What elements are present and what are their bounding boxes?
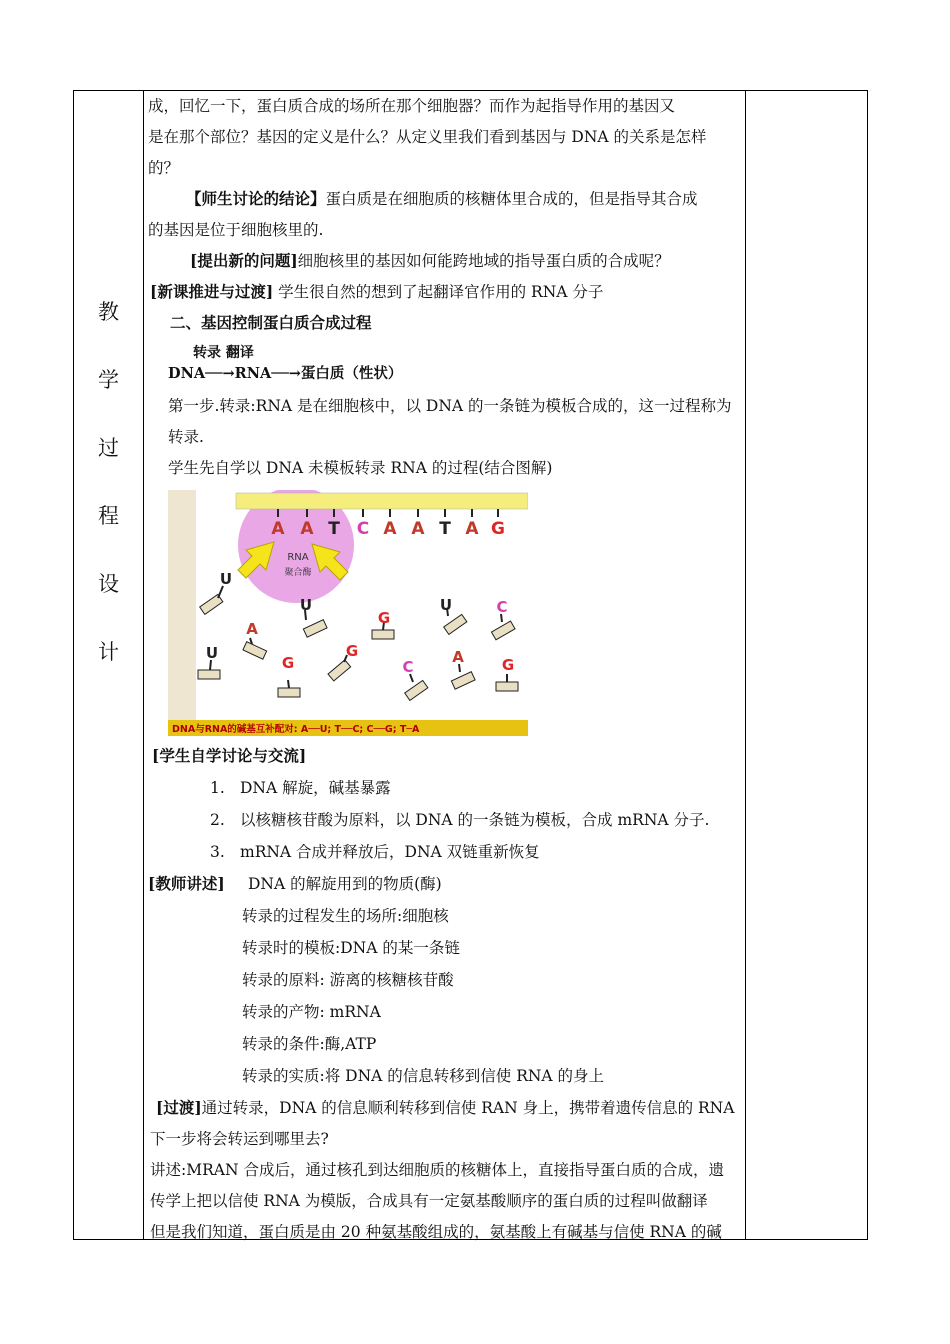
discussion-item — [210, 838, 540, 866]
teacher-item: 转录的实质:将 DNA 的信息转移到信使 RNA 的身上 — [242, 1067, 605, 1085]
item-text: DNA 解旋，碱基暴露 — [240, 779, 391, 797]
transition2-text: 通过转录，DNA 的信息顺利转移到信使 RAN 身上，携带着遗传信息的 RNA — [201, 1099, 735, 1117]
section-heading: 二、基因控制蛋白质合成过程 — [170, 313, 372, 332]
teacher-item: 转录时的模板:DNA 的某一条链 — [242, 939, 460, 957]
item-text: 以核糖核苷酸为原料，以 DNA 的一条链为模板，合成 mRNA 分子. — [240, 811, 710, 829]
dna-base: A — [271, 519, 285, 539]
teacher-item: 转录的原料: 游离的核糖核苷酸 — [242, 971, 454, 989]
discussion-title: [学生自学讨论与交流] — [152, 746, 307, 765]
new-question-text: 细胞核里的基因如何能跨地域的指导蛋白质的合成呢？ — [297, 252, 670, 270]
side-label-char: 学 — [98, 368, 119, 392]
item-text: mRNA 合成并释放后，DNA 双链重新恢复 — [240, 843, 540, 861]
enzyme-label: RNA — [287, 552, 309, 563]
flow-labels: 转录 翻译 — [193, 345, 254, 361]
transition2-label: [过渡] — [156, 1098, 202, 1117]
paragraph-line: 但是我们知道，蛋白质是由 20 种氨基酸组成的，氨基酸上有碱基与信使 RNA 的碱 — [150, 1223, 722, 1241]
paragraph-line: 成，回忆一下，蛋白质合成的场所在那个细胞器？而作为起指导作用的基因又 — [148, 97, 676, 115]
dna-backbone — [236, 493, 528, 509]
nucleotide-base: A — [452, 648, 464, 666]
conclusion-line — [186, 185, 698, 213]
dna-base: T — [328, 519, 340, 539]
nucleotide-base: A — [246, 620, 258, 638]
column-divider-left — [143, 91, 144, 1239]
nucleotide-base: C — [496, 598, 508, 616]
teacher-item: 转录的过程发生的场所:细胞核 — [242, 907, 449, 925]
step1-line: 第一步.转录:RNA 是在细胞核中，以 DNA 的一条链为模板合成的，这一过程称为 — [168, 397, 732, 415]
dna-base: A — [300, 519, 314, 539]
side-label-char: 设 — [98, 572, 119, 596]
dna-base: A — [465, 519, 479, 539]
enzyme-label: 聚合酶 — [284, 568, 312, 578]
dna-base: T — [439, 519, 451, 539]
transition-text: 学生很自然的想到了起翻译官作用的 RNA 分子 — [273, 283, 604, 301]
flow-chain: DNA──→RNA──→蛋白质（性状） — [168, 365, 403, 382]
transition2-line — [156, 1094, 734, 1122]
nucleotide-base: G — [501, 656, 515, 674]
transcription-diagram — [168, 490, 528, 736]
teacher-line — [148, 870, 225, 898]
discussion-item — [210, 774, 391, 802]
side-label-char: 过 — [98, 436, 119, 460]
new-question-label: [提出新的问题] — [190, 251, 298, 270]
side-label-char: 计 — [98, 640, 119, 664]
column-divider-right — [745, 91, 746, 1239]
dna-base: A — [383, 519, 397, 539]
paragraph-line: 的？ — [148, 159, 180, 177]
paragraph-line: 的基因是位于细胞核里的. — [148, 221, 324, 239]
nucleotide-base: U — [439, 596, 453, 614]
side-label-char: 程 — [98, 504, 119, 528]
discussion-item — [210, 806, 709, 834]
teacher-item: 转录的产物: mRNA — [242, 1003, 381, 1021]
nucleotide-base: G — [281, 654, 295, 672]
paragraph-line: 是在那个部位？基因的定义是什么？从定义里我们看到基因与 DNA 的关系是怎样 — [148, 128, 707, 146]
dna-base: C — [356, 519, 370, 539]
paragraph-line: 讲述:MRAN 合成后，通过核孔到达细胞质的核糖体上，直接指导蛋白质的合成，遗 — [150, 1161, 724, 1179]
nucleotide-base: G — [345, 642, 359, 660]
conclusion-text: 蛋白质是在细胞质的核糖体里合成的，但是指导其合成 — [325, 190, 698, 208]
diagram-texture — [168, 490, 196, 720]
item-number: 1. — [210, 779, 225, 797]
nucleotide-base: U — [219, 570, 233, 588]
self-study-line: 学生先自学以 DNA 未模板转录 RNA 的过程(结合图解) — [168, 459, 553, 477]
item-number: 2. — [210, 811, 225, 829]
new-question-line — [190, 247, 670, 275]
teacher-item: 转录的条件:酶,ATP — [242, 1035, 377, 1053]
teacher-item: DNA 的解旋用到的物质(酶) — [248, 875, 442, 893]
caption-text: DNA与RNA的碱基互补配对: A──U; T──C; C──G; T─A — [172, 724, 420, 735]
item-number: 3. — [210, 843, 225, 861]
nucleotide-base: U — [299, 596, 313, 614]
nucleotide-base: C — [402, 658, 414, 676]
dna-base: A — [411, 519, 425, 539]
side-label-char: 教 — [98, 300, 119, 324]
nucleotide-base: G — [377, 609, 391, 627]
nucleotide-base: U — [205, 644, 219, 662]
teacher-label: [教师讲述] — [148, 874, 225, 893]
conclusion-label: 【师生讨论的结论】 — [186, 189, 326, 208]
step1-line: 转录. — [168, 428, 204, 446]
paragraph-line: 传学上把以信使 RNA 为模版，合成具有一定氨基酸顺序的蛋白质的过程叫做翻译 — [150, 1192, 708, 1210]
transition-label: [新课推进与过渡] — [150, 282, 274, 301]
paragraph-line: 下一步将会转运到哪里去? — [150, 1130, 329, 1148]
transition-line — [150, 278, 603, 306]
dna-base: G — [491, 519, 505, 539]
